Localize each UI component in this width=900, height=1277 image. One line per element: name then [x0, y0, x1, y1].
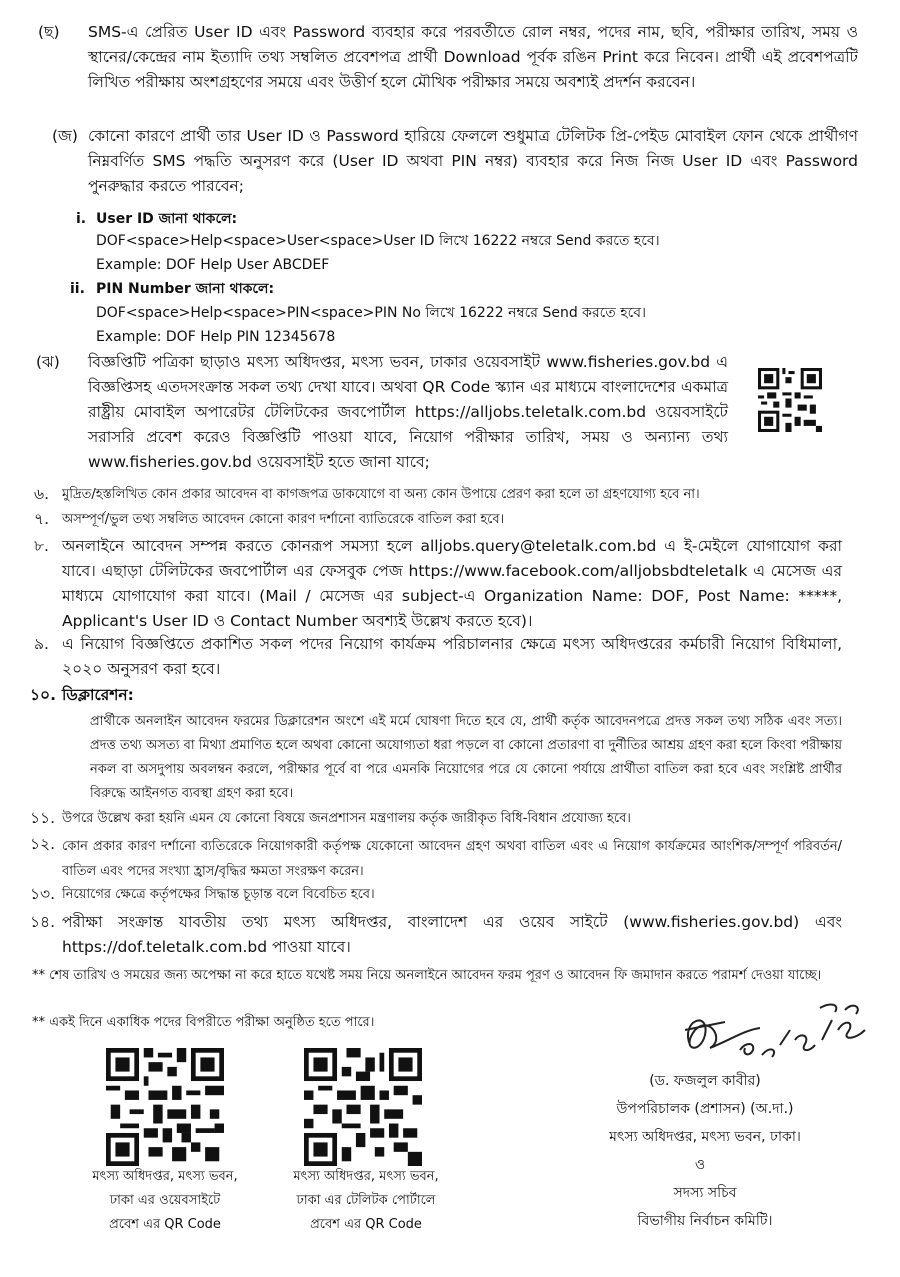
item-11-label: ১১.	[30, 809, 56, 827]
qr-code-top	[758, 368, 822, 432]
qr-code-teletalk-portal	[304, 1048, 422, 1166]
sub-i-example: Example: DOF Help User ABCDEF	[96, 257, 330, 273]
item-13-label: ১৩.	[30, 885, 56, 903]
qr-portal-caption-3: প্রবেশ এর QR Code	[310, 1217, 422, 1232]
qr-website-caption-3: প্রবেশ এর QR Code	[109, 1217, 221, 1232]
sub-i-label: i.	[76, 211, 87, 227]
signatory-office: মৎস্য অধিদপ্তর, মৎস্য ভবন, ঢাকা।	[609, 1129, 801, 1145]
sub-i-line: DOF<space>Help<space>User<space>User ID লিখে 16222 নম্বরে Send করতে হবে।	[96, 233, 660, 249]
item-7-text: অসম্পূর্ণ/ভুল তথ্য সম্বলিত আবেদন কোনো কারণ দর্শানো ব্যাতিরেকে বাতিল করা হবে।	[62, 512, 505, 527]
sub-ii-label: ii.	[70, 281, 85, 297]
signatory-role: সদস্য সচিব	[673, 1185, 737, 1201]
item-ja-text: কোনো কারণে প্রার্থী তার User ID ও Password হারিয়ে ফেললে শুধুমাত্র টেলিটক প্রি-পেইড মোবাইল ফোন থেকে প্রার্থীগণ নিম্নবর্ণিত SMS পদ্ধতি অনুসরণ করে (User ID অথবা PIN নম্বর) ব্যবহার করে নিজ নিজ User ID এবং Password পুনরুদ্ধার করতে পারবেন;	[88, 127, 858, 195]
item-chha-text: SMS-এ প্রেরিত User ID এবং Password ব্যবহার করে পরবর্তীতে রোল নম্বর, পদের নাম, ছবি, পরীক্ষার তারিখ, সময় ও স্থানের/কেন্দ্রের নাম ইত্যাদি তথ্য সম্বলিত প্রবেশপত্র প্রার্থী Download পূর্বক রঙিন Print করে নিবেন। প্রার্থী এই প্রবেশপত্রটি লিখিত পরীক্ষায় অংশগ্রহণের সময়ে এবং উত্তীর্ণ হলে মৌখিক পরীক্ষার সময়ে অবশ্যই প্রদর্শন করবেন।	[88, 23, 858, 91]
item-9-label: ৯.	[34, 635, 49, 653]
item-6-label: ৬.	[34, 485, 50, 503]
item-14-text: পরীক্ষা সংক্রান্ত যাবতীয় তথ্য মৎস্য অধিদপ্তর, বাংলাদেশ এর ওয়েব সাইটে (www.fisheries.gov.bd) এবং https://dof.teletalk.com.bd পাওয়া যাবে।	[62, 913, 842, 956]
item-8-text: অনলাইনে আবেদন সম্পন্ন করতে কোনরূপ সমস্যা হলে alljobs.query@teletalk.com.bd এ ই-মেইলে যোগাযোগ করা যাবে। এছাড়া টেলিটকের জবপোর্টাল এর ফেসবুক পেজ https://www.facebook.com/alljobsbdteletalk এ মেসেজ এর মাধ্যমে যোগাযোগ করা যাবে। (Mail / মেসেজ এর subject-এ Organization Name: DOF, Post Name: *****, Applicant's User ID ও Contact Number অবশ্যই উল্লেখ করতে হবে)।	[62, 537, 842, 630]
signatory-name: (ড. ফজলুল কাবীর)	[649, 1073, 761, 1089]
item-10-label: ১০.	[30, 686, 57, 704]
item-12-label: ১২.	[30, 835, 56, 853]
sub-i-heading: User ID জানা থাকলে:	[96, 211, 238, 227]
qr-website-caption-1: মৎস্য অধিদপ্তর, মৎস্য ভবন,	[92, 1169, 238, 1184]
signatory-and: ও	[694, 1157, 706, 1173]
item-10-text: প্রার্থীকে অনলাইন আবেদন ফরমের ডিক্লারেশন অংশে এই মর্মে ঘোষণা দিতে হবে যে, প্রার্থী কর্তৃক আবেদনপত্রে প্রদত্ত সকল তথ্য সঠিক এবং সত্য। প্রদত্ত তথ্য অসত্য বা মিথ্যা প্রমাণিত হলে অথবা কোনো অযোগ্যতা ধরা পড়লে বা কোনো প্রতারণা বা দুর্নীতির আশ্রয় গ্রহণ করা হলে কিংবা পরীক্ষায় নকল বা অসদুপায় অবলম্বন করলে, পরীক্ষার পূর্বে বা পরে এমনকি নিয়োগের পরে যে কোনো পর্যায়ে প্রার্থীতা বাতিল করা হবে এবং সংশ্লিষ্ট প্রার্থীর বিরুদ্ধে আইনগত ব্যবস্থা গ্রহণ করা হবে।	[90, 714, 842, 801]
signatory-designation: উপপরিচালক (প্রশাসন) (অ.দা.)	[616, 1101, 794, 1117]
item-6-text: মুদ্রিত/হস্তলিখিত কোন প্রকার আবেদন বা কাগজপত্র ডাকযোগে বা অন্য কোন উপায়ে প্রেরণ করা হলে তা গ্রহণযোগ্য হবে না।	[62, 487, 700, 502]
item-7-label: ৭.	[34, 510, 50, 528]
item-12-text: কোন প্রকার কারণ দর্শানো ব্যতিরেকে নিয়োগকারী কর্তৃপক্ষ যেকোনো আবেদন গ্রহণ অথবা বাতিল এবং এ নিয়োগ কার্যক্রমের আংশিক/সম্পূর্ণ পরিবর্তন/বাতিল এবং পদের সংখ্যা হ্রাস/বৃদ্ধির ক্ষমতা সংরক্ষণ করেন।	[62, 839, 842, 879]
qr-portal-caption-1: মৎস্য অধিদপ্তর, মৎস্য ভবন,	[293, 1169, 439, 1184]
qr-code-website	[106, 1048, 224, 1166]
item-8-label: ৮.	[34, 537, 49, 555]
item-14-label: ১৪.	[30, 913, 56, 931]
qr-portal-caption-2: ঢাকা এর টেলিটক পোর্টালে	[296, 1193, 436, 1208]
sub-ii-line: DOF<space>Help<space>PIN<space>PIN No লিখে 16222 নম্বরে Send করতে হবে।	[96, 305, 647, 321]
item-chha-label: (ছ)	[38, 23, 60, 41]
sub-ii-heading: PIN Number জানা থাকলে:	[96, 281, 275, 297]
item-9-text: এ নিয়োগ বিজ্ঞপ্তিতে প্রকাশিত সকল পদের নিয়োগ কার্যক্রম পরিচালনার ক্ষেত্রে মৎস্য অধিদপ্তরের কর্মচারী নিয়োগ বিধিমালা, ২০২০ অনুসরণ করা হবে।	[62, 635, 842, 678]
item-ja-label: (জ)	[52, 127, 78, 145]
item-13-text: নিয়োগের ক্ষেত্রে কর্তৃপক্ষের সিদ্ধান্ত চূড়ান্ত বলে বিবেচিত হবে।	[62, 887, 375, 902]
note-deadline: ** শেষ তারিখ ও সময়ের জন্য অপেক্ষা না করে হাতে যথেষ্ট সময় নিয়ে অনলাইনে আবেদন ফরম পূরণ ও আবেদন ফি জমাদান করতে পরামর্শ দেওয়া যাচ্ছে।	[32, 968, 822, 983]
sub-ii-example: Example: DOF Help PIN 12345678	[96, 329, 336, 345]
item-jha-text: বিজ্ঞপ্তিটি পত্রিকা ছাড়াও মৎস্য অধিদপ্তর, মৎস্য ভবন, ঢাকার ওয়েবসাইট www.fisheries.gov.bd এ বিজ্ঞপ্তিসহ এতদসংক্রান্ত সকল তথ্য দেখা যাবে। অথবা QR Code স্ক্যান এর মাধ্যমে বাংলাদেশের একমাত্র রাষ্ট্রীয় মোবাইল অপারেটর টেলিটকের জবপোর্টাল https://alljobs.teletalk.com.bd ওয়েবসাইটে সরাসরি প্রবেশ করেও বিজ্ঞপ্তিটি পাওয়া যাবে, নিয়োগ পরীক্ষার তারিখ, সময় ও অন্যান্য তথ্য www.fisheries.gov.bd ওয়েবসাইট হতে জানা যাবে;	[88, 353, 728, 471]
note-same-day-exam: ** একই দিনে একাধিক পদের বিপরীতে পরীক্ষা অনুষ্ঠিত হতে পারে।	[32, 1015, 375, 1030]
handwritten-signature	[650, 1000, 880, 1070]
item-jha-label: (ঝ)	[36, 353, 60, 371]
signatory-committee: বিভাগীয় নির্বাচন কমিটি।	[637, 1213, 773, 1229]
qr-website-caption-2: ঢাকা এর ওয়েবসাইটে	[109, 1193, 221, 1208]
item-10-heading: ডিক্লারেশন:	[62, 686, 134, 704]
item-11-text: উপরে উল্লেখ করা হয়নি এমন যে কোনো বিষয়ে জনপ্রশাসন মন্ত্রণালয় কর্তৃক জারীকৃত বিধি-বিধান প্রযোজ্য হবে।	[62, 811, 631, 826]
